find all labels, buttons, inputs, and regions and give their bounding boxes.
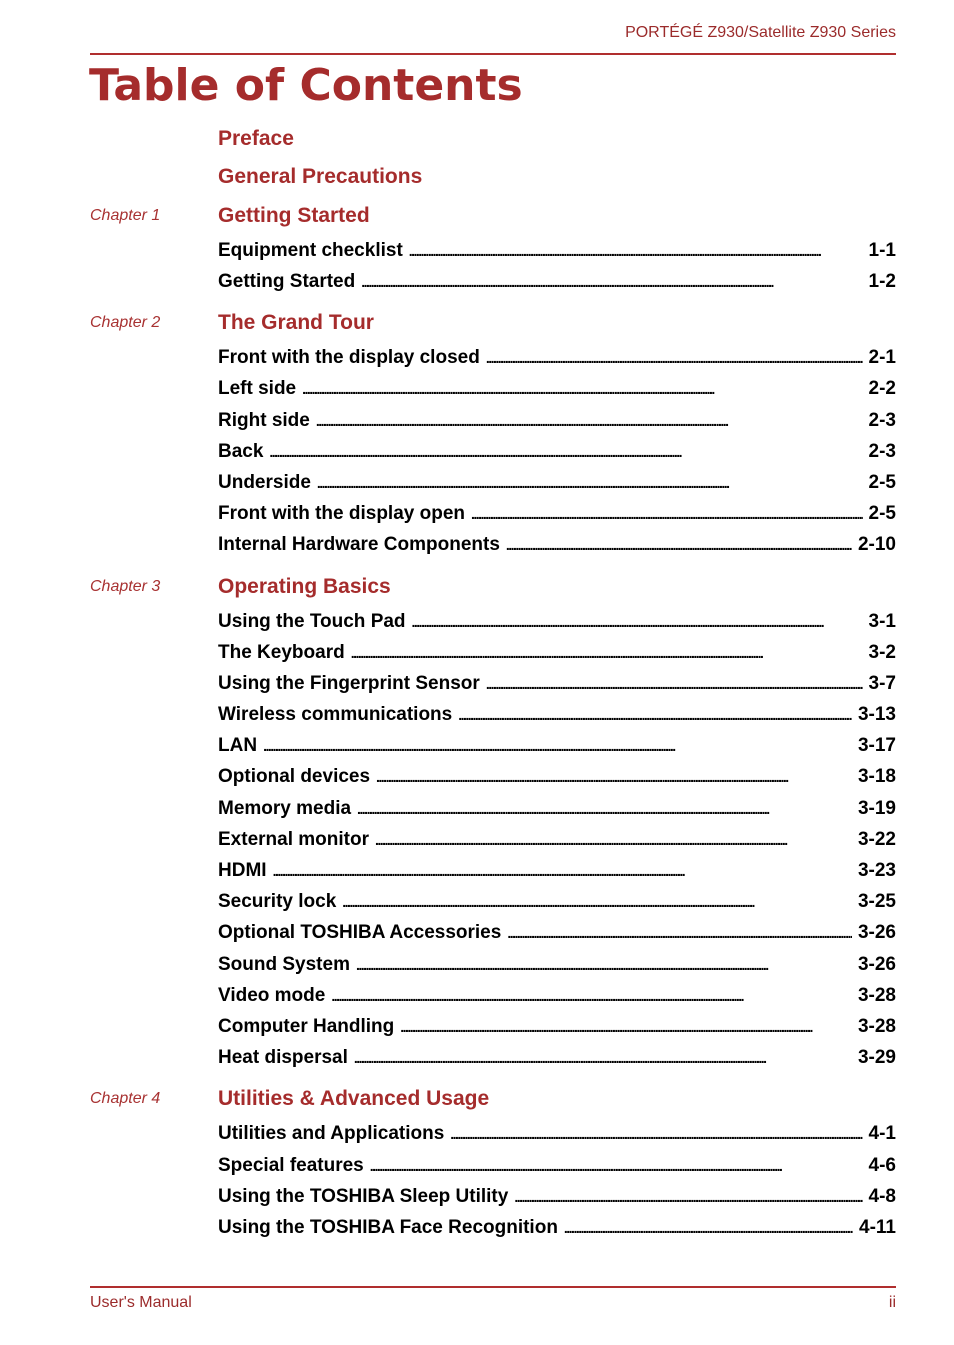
toc-entry-title: Sound System (218, 954, 350, 975)
toc-entry-page: 3-28 (857, 985, 896, 1006)
toc-entry[interactable] (218, 1046, 896, 1070)
toc-entry[interactable] (218, 797, 896, 821)
toc-entry[interactable] (218, 859, 896, 883)
dot-leader (458, 703, 852, 727)
toc-entry-title: Front with the display open (218, 503, 465, 524)
dot-leader (357, 797, 852, 821)
toc-entry[interactable] (218, 239, 896, 263)
toc-entry-title: Optional TOSHIBA Accessories (218, 922, 502, 943)
toc-entry[interactable] (218, 502, 896, 526)
toc-entry[interactable] (218, 346, 896, 370)
chapter-label: Chapter 1 (90, 207, 161, 224)
dot-leader (450, 1122, 862, 1146)
dot-leader (361, 270, 862, 294)
toc-entry[interactable] (218, 641, 896, 665)
toc-entry-page: 4-1 (868, 1123, 896, 1144)
toc-entry[interactable] (218, 1154, 896, 1178)
dot-leader (370, 1154, 863, 1178)
dot-leader (375, 828, 852, 852)
toc-entry[interactable] (218, 409, 896, 433)
dot-leader (471, 502, 863, 526)
dot-leader (412, 610, 863, 634)
footer-rule (90, 1286, 896, 1288)
toc-preface-link[interactable]: Preface (218, 127, 294, 150)
dot-leader (316, 409, 863, 433)
toc-entry-page: 2-5 (868, 503, 896, 524)
dot-leader (400, 1015, 852, 1039)
toc-entry-page: 4-8 (868, 1186, 896, 1207)
toc-entry[interactable] (218, 734, 896, 758)
toc-entry-page: 4-6 (868, 1155, 896, 1176)
toc-entry-page: 2-10 (857, 534, 896, 555)
toc-entry[interactable] (218, 610, 896, 634)
toc-entry-page: 3-25 (857, 891, 896, 912)
toc-entry[interactable] (218, 984, 896, 1008)
toc-entry-title: Using the Touch Pad (218, 611, 406, 632)
dot-leader (409, 239, 863, 263)
chapter-title-link[interactable]: Operating Basics (218, 575, 391, 598)
running-header: PORTÉGÉ Z930/Satellite Z930 Series (625, 24, 896, 41)
toc-entry[interactable] (218, 828, 896, 852)
dot-leader (302, 377, 862, 401)
dot-leader (507, 921, 852, 945)
dot-leader (342, 890, 852, 914)
dot-leader (506, 533, 852, 557)
toc-entry[interactable] (218, 270, 896, 294)
toc-entry-title: Heat dispersal (218, 1047, 348, 1068)
toc-entry-page: 3-13 (857, 704, 896, 725)
toc-entry[interactable] (218, 1185, 896, 1209)
toc-entry-title: Using the TOSHIBA Sleep Utility (218, 1186, 509, 1207)
toc-entry-title: Internal Hardware Components (218, 534, 500, 555)
toc-entry-page: 1-2 (868, 271, 896, 292)
toc-entry-title: HDMI (218, 860, 267, 881)
toc-entry-page: 3-28 (857, 1016, 896, 1037)
dot-leader (269, 440, 862, 464)
toc-entry-title: Computer Handling (218, 1016, 395, 1037)
dot-leader (376, 765, 852, 789)
toc-entry-page: 4-11 (859, 1217, 896, 1238)
dot-leader (331, 984, 852, 1008)
toc-entry-page: 3-7 (868, 673, 896, 694)
toc-general-precautions-link[interactable]: General Precautions (218, 165, 423, 188)
toc-entry[interactable] (218, 440, 896, 464)
toc-entry-title: Security lock (218, 891, 337, 912)
chapter-label: Chapter 3 (90, 578, 161, 595)
toc-entry-page: 3-17 (857, 735, 896, 756)
toc-entry[interactable] (218, 377, 896, 401)
toc-entry[interactable] (218, 921, 896, 945)
toc-entry-title: Front with the display closed (218, 347, 480, 368)
toc-entry-page: 3-18 (857, 766, 896, 787)
toc-entry[interactable] (218, 672, 896, 696)
toc-entry-page: 3-26 (857, 922, 896, 943)
toc-entry-title: Optional devices (218, 766, 371, 787)
page-title: Table of Contents (89, 60, 523, 111)
toc-entry-title: Left side (218, 378, 297, 399)
toc-entry-title: LAN (218, 735, 258, 756)
toc-entry[interactable] (218, 1122, 896, 1146)
toc-entry-page: 3-19 (857, 798, 896, 819)
dot-leader (356, 953, 852, 977)
toc-entry-title: Using the TOSHIBA Face Recognition (218, 1217, 558, 1238)
toc-entry-page: 3-26 (857, 954, 896, 975)
toc-entry-page: 2-1 (868, 347, 896, 368)
footer-page-number: ii (888, 1294, 896, 1311)
toc-entry-page: 1-1 (868, 240, 896, 261)
toc-entry-title: Back (218, 441, 264, 462)
chapter-title-link[interactable]: Utilities & Advanced Usage (218, 1087, 490, 1110)
toc-entry-title: Wireless communications (218, 704, 453, 725)
toc-entry-title: Special features (218, 1155, 364, 1176)
dot-leader (351, 641, 863, 665)
toc-entry-title: Memory media (218, 798, 352, 819)
toc-entry-page: 2-3 (868, 410, 896, 431)
chapter-title-link[interactable]: The Grand Tour (218, 311, 374, 334)
toc-entry[interactable] (218, 765, 896, 789)
toc-entry[interactable] (218, 1216, 896, 1240)
dot-leader (263, 734, 852, 758)
toc-entry-page: 3-22 (857, 829, 896, 850)
toc-entry-title: Utilities and Applications (218, 1123, 445, 1144)
toc-entry[interactable] (218, 533, 896, 557)
chapter-label: Chapter 2 (90, 314, 161, 331)
toc-entry-title: Right side (218, 410, 310, 431)
dot-leader (486, 346, 863, 370)
toc-entry[interactable] (218, 1015, 896, 1039)
toc-entry-page: 2-3 (868, 441, 896, 462)
footer-manual-name: User's Manual (90, 1294, 192, 1311)
toc-entry-title: External monitor (218, 829, 369, 850)
dot-leader (273, 859, 852, 883)
toc-entry-page: 3-29 (857, 1047, 896, 1068)
toc-entry[interactable] (218, 953, 896, 977)
toc-entry-title: Getting Started (218, 271, 356, 292)
toc-entry-title: Using the Fingerprint Sensor (218, 673, 480, 694)
dot-leader (514, 1185, 862, 1209)
chapter-title-link[interactable]: Getting Started (218, 204, 370, 227)
toc-entry-page: 2-2 (868, 378, 896, 399)
toc-entry[interactable] (218, 471, 896, 495)
toc-entry-page: 3-23 (857, 860, 896, 881)
toc-entry[interactable] (218, 703, 896, 727)
toc-entry-title: Equipment checklist (218, 240, 403, 261)
dot-leader (564, 1216, 853, 1240)
dot-leader (317, 471, 863, 495)
toc-entry-title: Video mode (218, 985, 326, 1006)
dot-leader (486, 672, 863, 696)
toc-entry[interactable] (218, 890, 896, 914)
toc-entry-page: 2-5 (868, 472, 896, 493)
dot-leader (354, 1046, 852, 1070)
toc-entry-page: 3-1 (868, 611, 896, 632)
chapter-label: Chapter 4 (90, 1090, 161, 1107)
toc-entry-page: 3-2 (868, 642, 896, 663)
toc-entry-title: Underside (218, 472, 311, 493)
toc-entry-title: The Keyboard (218, 642, 345, 663)
